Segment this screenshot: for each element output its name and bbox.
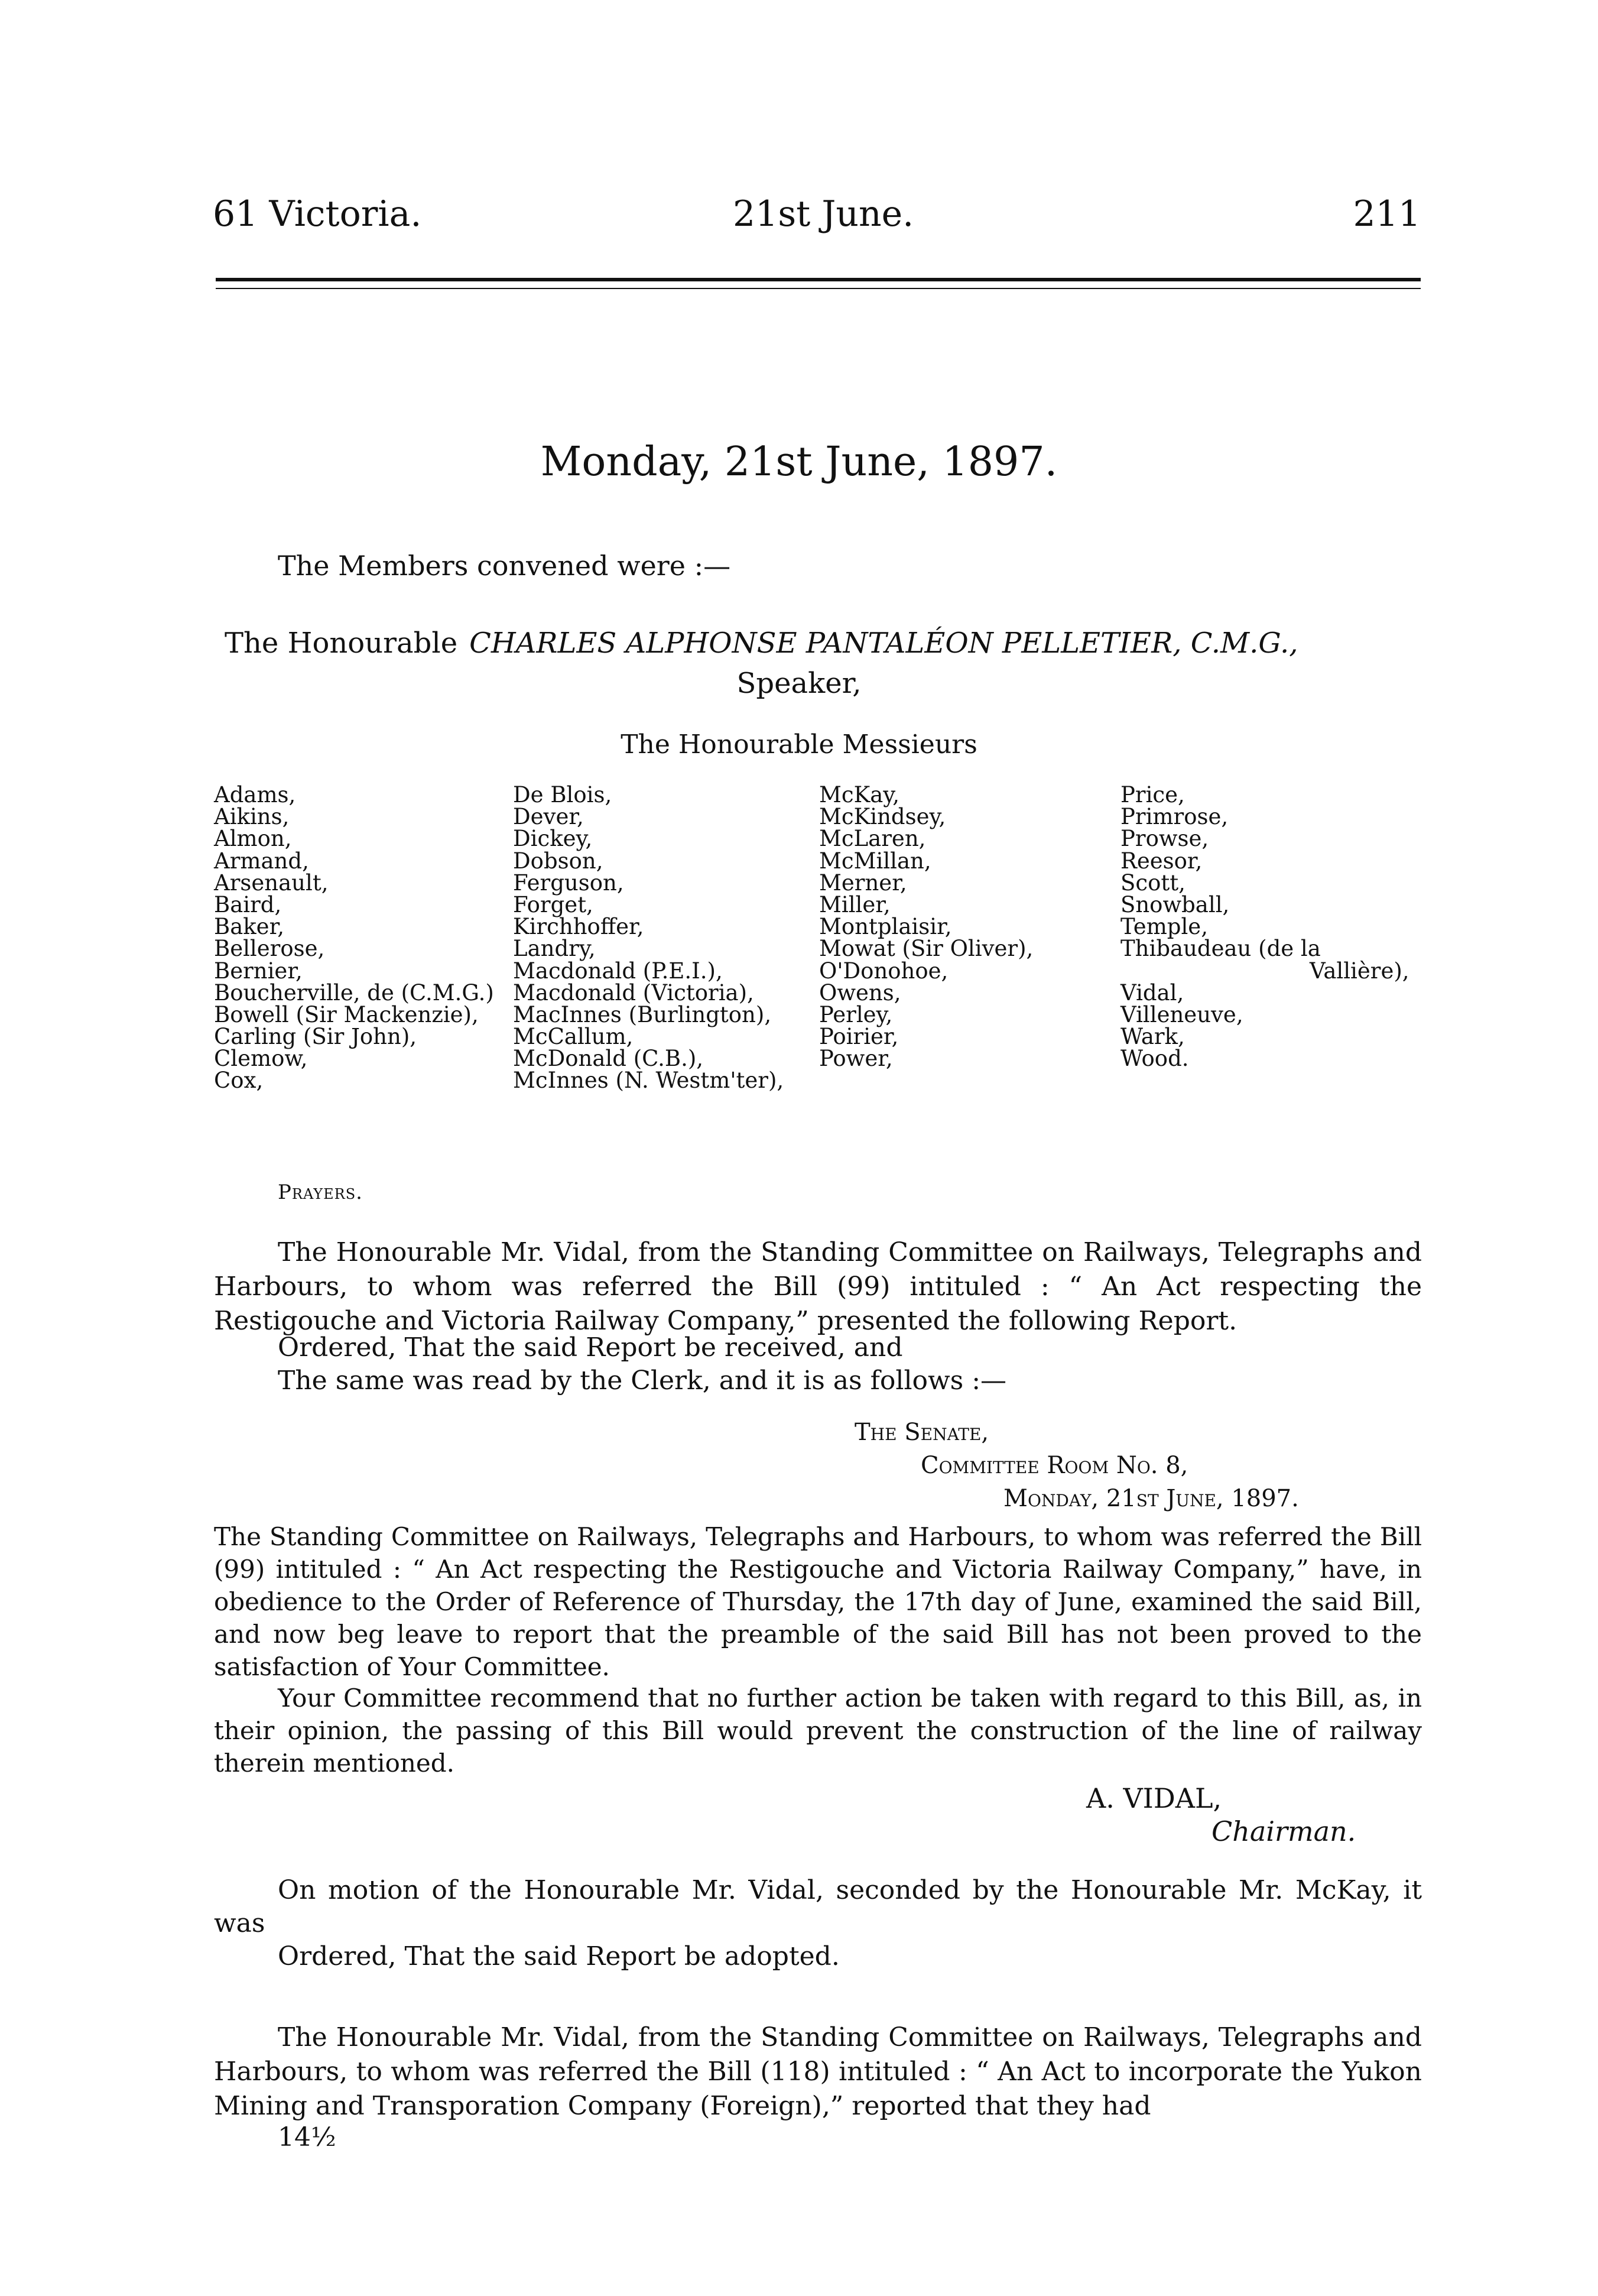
member-name: Scott,	[1120, 870, 1185, 896]
members-column-3	[819, 782, 1034, 1072]
member-name: Forget,	[513, 891, 593, 917]
member-name: Primrose,	[1120, 804, 1229, 830]
member-name: Vidal,	[1120, 980, 1184, 1006]
messieurs-heading: The Honourable Messieurs	[621, 729, 977, 760]
member-name: Villeneuve,	[1120, 1001, 1243, 1027]
session-date-heading: Monday, 21st June, 1897.	[540, 439, 1058, 485]
report-body-text: The Standing Committee on Railways, Telegraphs and Harbours, to whom was referred the Bill (99) intituled : “ An Act respecting the Restigouche and Victoria Railway Company,” have, in obedience to the Order of Reference of Thursday, the 17th day of June, examined the said Bill, and now beg leave to report that the preamble of the said Bill has not been proved to the satisfaction of Your Committee.	[214, 1522, 1422, 1681]
member-name: Adams,	[214, 782, 296, 808]
member-name: Dickey,	[513, 826, 593, 852]
member-name: MacInnes (Burlington),	[513, 1001, 772, 1027]
member-name: McKindsey,	[819, 804, 946, 830]
member-name: Arsenault,	[214, 870, 329, 896]
sheet-signature-mark: 14½	[278, 2122, 336, 2152]
members-intro: The Members convened were :—	[278, 550, 731, 582]
member-name: De Blois,	[513, 782, 612, 808]
member-name: Owens,	[819, 980, 901, 1006]
report-intro-text: The Honourable Mr. Vidal, from the Standing Committee on Railways, Telegraphs and Harbours, to whom was referred the Bill (99) intituled : “ An Act respecting the Restigouche and Victoria Railway Company,” presented the following Report.	[214, 1237, 1422, 1336]
member-name: McMillan,	[819, 848, 931, 874]
member-name: Kirchhoffer,	[513, 914, 644, 940]
members-column-2	[513, 784, 784, 1092]
member-name: Bernier,	[214, 958, 303, 984]
header-rule-thin	[216, 288, 1421, 289]
member-name: Temple,	[1120, 914, 1208, 940]
member-name: Dever,	[513, 804, 584, 830]
ordered-adopted: Ordered, That the said Report be adopted.	[278, 1941, 840, 1971]
signature-name: A. VIDAL,	[1086, 1782, 1222, 1814]
member-name: Price,	[1120, 782, 1185, 808]
report2-intro-text: The Honourable Mr. Vidal, from the Standing Committee on Railways, Telegraphs and Harbours, to whom was referred the Bill (118) intituled : “ An Act to incorporate the Yukon Mining and Transporation Company (Foreign),” reported that they had	[214, 2022, 1422, 2121]
member-name: Macdonald (P.E.I.),	[513, 958, 723, 984]
report-intro-paragraph	[214, 1235, 1422, 1338]
member-name: Perley,	[819, 1001, 893, 1027]
letter-head-date: Monday, 21st June, 1897.	[1003, 1485, 1299, 1512]
read-by-clerk-line: The same was read by the Clerk, and it is as follows :—	[278, 1366, 1007, 1396]
member-name: Macdonald (Victoria),	[513, 980, 754, 1006]
member-name: Aikins,	[214, 804, 290, 830]
member-name: Reesor,	[1120, 848, 1203, 874]
report2-intro-paragraph	[214, 2021, 1422, 2123]
member-name: Miller,	[819, 891, 891, 917]
member-name: Montplaisir,	[819, 914, 952, 940]
header-regnal-year: 61 Victoria.	[213, 193, 422, 235]
member-name: McLaren,	[819, 826, 926, 852]
speaker-prefix: The Honourable	[225, 627, 458, 660]
letter-head-senate: The Senate,	[855, 1419, 989, 1446]
member-name: Ferguson,	[513, 870, 624, 896]
member-name: Bellerose,	[214, 936, 325, 962]
member-name: McInnes (N. Westm'ter),	[513, 1068, 784, 1094]
header-rule-thick	[216, 278, 1421, 281]
member-name: Thibaudeau (de la	[1120, 936, 1321, 962]
report-signature	[1086, 1782, 1356, 1848]
report-recommendation-paragraph	[214, 1682, 1422, 1779]
member-name: Wark,	[1120, 1024, 1185, 1050]
member-name-continued: Vallière),	[1310, 958, 1409, 984]
member-name: Cox,	[214, 1068, 264, 1094]
member-name: McCallum,	[513, 1024, 634, 1050]
speaker-title: Speaker,	[736, 667, 862, 700]
member-name: Power,	[819, 1046, 893, 1072]
member-name: Clemow,	[214, 1046, 308, 1072]
member-name: Prowse,	[1120, 826, 1209, 852]
member-name: Carling (Sir John),	[214, 1024, 417, 1050]
member-name: McDonald (C.B.),	[513, 1046, 704, 1072]
member-name: Landry,	[513, 936, 596, 962]
ordered-received-line: Ordered, That the said Report be received, and	[278, 1332, 903, 1363]
member-name: Armand,	[214, 848, 309, 874]
member-name: Mowat (Sir Oliver),	[819, 936, 1034, 962]
letter-head-room: Committee Room No. 8,	[921, 1452, 1188, 1479]
report-body-paragraph	[214, 1520, 1422, 1683]
member-name: Poirier,	[819, 1024, 899, 1050]
member-name: Baird,	[214, 891, 282, 917]
report-recommendation-text: Your Committee recommend that no further action be taken with regard to this Bill, as, in their opinion, the passing of this Bill would prevent the construction of the line of railway therein mentioned.	[214, 1684, 1422, 1778]
member-name: McKay,	[819, 782, 900, 808]
signature-title: Chairman.	[1212, 1815, 1356, 1847]
member-name: Wood.	[1120, 1046, 1189, 1072]
speaker-line	[225, 627, 1298, 660]
speaker-name: CHARLES ALPHONSE PANTALÉON PELLETIER, C.M.G.,	[469, 627, 1298, 660]
member-name: O'Donohoe,	[819, 958, 949, 984]
member-name: Almon,	[214, 826, 292, 852]
header-date: 21st June.	[733, 193, 914, 235]
members-column-4	[1120, 782, 1409, 1072]
member-name: Boucherville, de (C.M.G.)	[214, 980, 494, 1006]
motion-paragraph	[214, 1874, 1422, 1940]
member-name: Baker,	[214, 914, 284, 940]
member-name: Merner,	[819, 870, 907, 896]
member-name: Dobson,	[513, 848, 603, 874]
report-letter-head	[830, 1416, 1421, 1515]
members-column-1	[214, 784, 494, 1092]
page-number: 211	[1353, 193, 1421, 235]
member-name: Bowell (Sir Mackenzie),	[214, 1001, 479, 1027]
motion-text: On motion of the Honourable Mr. Vidal, seconded by the Honourable Mr. McKay, it was	[214, 1875, 1422, 1938]
ordered-received	[278, 1331, 1006, 1397]
member-name: Snowball,	[1120, 891, 1230, 917]
prayers-heading: Prayers.	[278, 1181, 363, 1204]
